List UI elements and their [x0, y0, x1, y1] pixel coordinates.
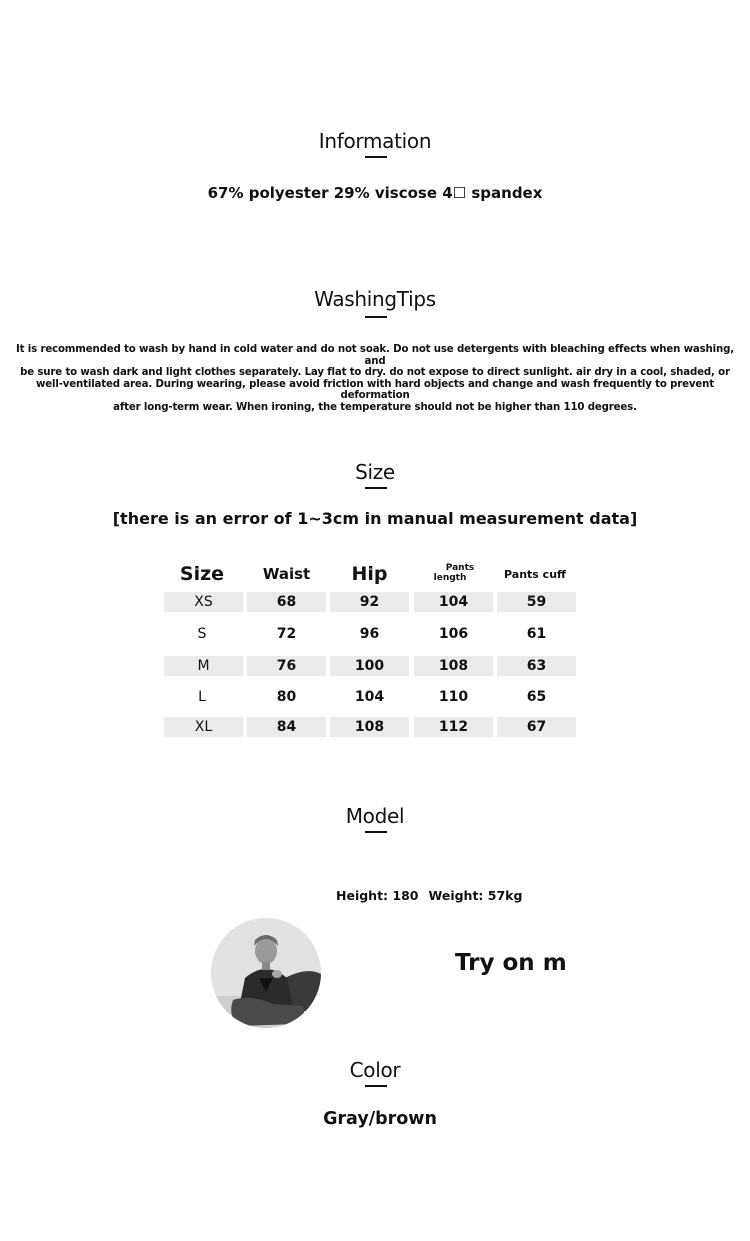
- washing-tips-underline: [365, 316, 387, 318]
- composition-text: 67% polyester 29% viscose 4☐ spandex: [207, 184, 543, 202]
- cell-length: 112: [414, 717, 493, 737]
- model-stats: [336, 888, 532, 903]
- cell-cuff: 61: [526, 626, 547, 642]
- cell-waist: 72: [276, 626, 297, 642]
- cell-cuff: 65: [526, 689, 547, 705]
- header-pants-length-line2: length: [433, 573, 467, 583]
- washing-tips-text: [12, 344, 738, 414]
- header-pants-cuff: Pants cuff: [504, 568, 566, 581]
- cell-size: L: [198, 689, 206, 705]
- header-waist: Waist: [262, 565, 311, 583]
- cell-length: 104: [414, 592, 493, 612]
- cell-cuff: 67: [497, 717, 576, 737]
- cell-hip: 92: [330, 592, 409, 612]
- cell-cuff: 59: [497, 592, 576, 612]
- cell-hip: 100: [330, 656, 409, 676]
- cell-waist: 80: [276, 689, 297, 705]
- cell-hip: 104: [354, 689, 385, 705]
- header-size: Size: [179, 563, 225, 585]
- color-value: Gray/brown: [323, 1109, 437, 1129]
- cell-cuff: 63: [497, 656, 576, 676]
- cell-waist: 84: [247, 717, 326, 737]
- cell-size: XL: [164, 717, 243, 737]
- information-title: Information: [318, 129, 432, 153]
- cell-length: 110: [438, 689, 469, 705]
- model-weight: Weight: 57kg: [428, 888, 523, 903]
- cell-size: M: [164, 656, 243, 676]
- cell-length: 108: [414, 656, 493, 676]
- cell-size: XS: [164, 592, 243, 612]
- measurement-note: [there is an error of 1~3cm in manual measurement data]: [112, 509, 638, 528]
- cell-waist: 68: [247, 592, 326, 612]
- washing-line: It is recommended to wash by hand in cold water and do not soak. Do not use detergents with bleaching effects when washing, and: [16, 344, 734, 367]
- washing-line: well-ventilated area. During wearing, please avoid friction with hard objects and change and wash frequently to prevent deformation: [36, 378, 714, 402]
- cell-length: 106: [438, 626, 469, 642]
- model-title: Model: [345, 804, 405, 828]
- cell-hip: 108: [330, 717, 409, 737]
- size-underline: [365, 487, 387, 489]
- cell-waist: 76: [247, 656, 326, 676]
- header-hip: Hip: [351, 563, 388, 585]
- cell-hip: 96: [359, 626, 380, 642]
- header-pants-length: [414, 563, 506, 583]
- washing-line: be sure to wash dark and light clothes separately. Lay flat to dry. do not expose to direct sunlight. air dry in a cool, shaded, or: [20, 367, 730, 379]
- cell-size: S: [197, 626, 207, 642]
- model-photo-icon: [211, 918, 321, 1028]
- model-underline: [365, 831, 387, 833]
- size-title: Size: [355, 460, 395, 484]
- model-avatar: [211, 918, 321, 1028]
- color-title: Color: [349, 1058, 401, 1082]
- color-underline: [365, 1085, 387, 1087]
- washing-line: after long-term wear. When ironing, the temperature should not be higher than 110 degrees.: [113, 401, 637, 413]
- try-on-text: Try on m: [455, 950, 567, 976]
- information-underline: [365, 156, 387, 158]
- washing-tips-title: WashingTips: [314, 287, 436, 311]
- header-pants-length-line1: Pants: [445, 563, 475, 573]
- model-height: Height: 180: [336, 888, 419, 903]
